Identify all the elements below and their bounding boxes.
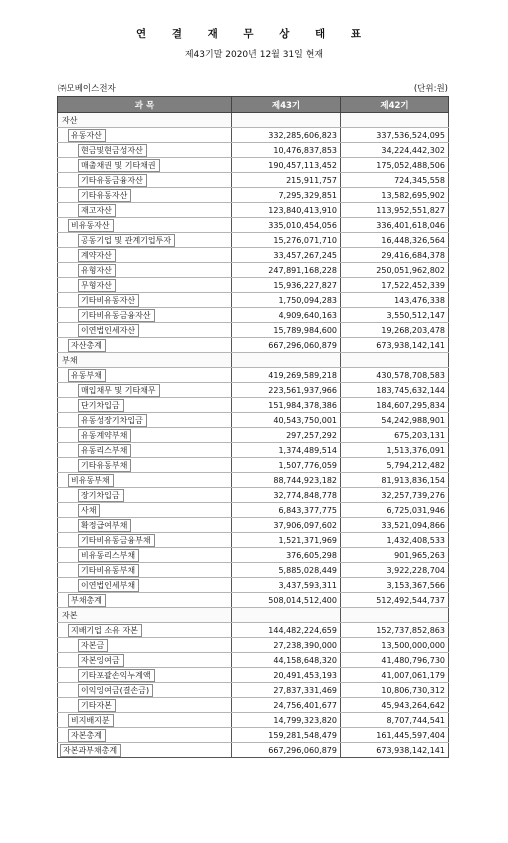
table-row: [58, 398, 449, 413]
table-row: [58, 173, 449, 188]
prior-period-amount: 143,476,338: [341, 293, 449, 308]
prior-period-amount: 113,952,551,827: [341, 203, 449, 218]
current-period-amount: 144,482,224,659: [232, 623, 341, 638]
account-name-cell: [58, 443, 232, 458]
prior-period-amount: 336,401,618,046: [341, 218, 449, 233]
prior-period-amount: 41,480,796,730: [341, 653, 449, 668]
current-period-amount: 190,457,113,452: [232, 158, 341, 173]
account-name-cell: [58, 593, 232, 608]
prior-period-amount: 675,203,131: [341, 428, 449, 443]
current-period-amount: 215,911,757: [232, 173, 341, 188]
prior-period-amount: 33,521,094,866: [341, 518, 449, 533]
table-row: [58, 293, 449, 308]
current-period-amount: 15,789,984,600: [232, 323, 341, 338]
account-name-cell: [58, 203, 232, 218]
account-name: 유동계약부채: [78, 429, 131, 442]
account-name: 기타유동금융자산: [78, 174, 147, 187]
prior-period-amount: 81,913,836,154: [341, 473, 449, 488]
table-row: [58, 683, 449, 698]
table-row: [58, 548, 449, 563]
account-name: 확정급여부채: [78, 519, 131, 532]
account-name-cell: [58, 143, 232, 158]
current-period-amount: 88,744,923,182: [232, 473, 341, 488]
prior-period-amount: 10,806,730,312: [341, 683, 449, 698]
prior-period-amount: [341, 608, 449, 623]
prior-period-amount: 430,578,708,583: [341, 368, 449, 383]
account-name: 비유동자산: [68, 219, 114, 232]
table-row: [58, 368, 449, 383]
current-period-amount: 419,269,589,218: [232, 368, 341, 383]
statement-period: 제43기말 2020년 12월 31일 현재: [184, 50, 324, 60]
current-period-amount: 20,491,453,193: [232, 668, 341, 683]
current-period-amount: 335,010,454,056: [232, 218, 341, 233]
account-name: 기타비유동부채: [78, 564, 139, 577]
table-row: [58, 563, 449, 578]
current-period-amount: 1,521,371,969: [232, 533, 341, 548]
prior-period-amount: 54,242,988,901: [341, 413, 449, 428]
table-row: [58, 143, 449, 158]
account-name: 유형자산: [78, 264, 116, 277]
account-name-cell: [58, 263, 232, 278]
current-period-amount: 15,276,071,710: [232, 233, 341, 248]
account-name-cell: [58, 503, 232, 518]
prior-period-amount: 3,922,228,704: [341, 563, 449, 578]
table-row: [58, 428, 449, 443]
account-name: 기타유동자산: [78, 189, 131, 202]
table-row: [58, 593, 449, 608]
table-row: [58, 698, 449, 713]
account-name-cell: [58, 638, 232, 653]
account-name: 이익잉여금(결손금): [78, 684, 153, 697]
account-name-cell: [58, 398, 232, 413]
current-period-amount: 223,561,937,966: [232, 383, 341, 398]
prior-period-amount: 1,513,376,091: [341, 443, 449, 458]
prior-period-amount: 34,224,442,302: [341, 143, 449, 158]
current-period-amount: 667,296,060,879: [232, 338, 341, 353]
current-period-amount: 1,507,776,059: [232, 458, 341, 473]
account-name: 자본잉여금: [78, 654, 124, 667]
prior-period-amount: 175,052,488,506: [341, 158, 449, 173]
current-period-amount: [232, 608, 341, 623]
account-name-cell: [58, 218, 232, 233]
current-period-amount: 159,281,548,479: [232, 728, 341, 743]
table-row: [58, 653, 449, 668]
current-period-amount: 33,457,267,245: [232, 248, 341, 263]
table-row: [58, 323, 449, 338]
account-name: 사채: [78, 504, 100, 517]
table-row: [58, 623, 449, 638]
account-name-cell: [58, 188, 232, 203]
account-name: 부채총계: [68, 594, 106, 607]
account-name: 지배기업 소유 자본: [68, 624, 142, 637]
prior-period-amount: [341, 353, 449, 368]
account-name: 현금및현금성자산: [78, 144, 147, 157]
account-name-cell: [58, 248, 232, 263]
account-name: 자본과부채총계: [60, 744, 121, 757]
account-name-cell: [58, 473, 232, 488]
prior-period-amount: 5,794,212,482: [341, 458, 449, 473]
account-name: 매입채무 및 기타채무: [78, 384, 160, 397]
account-name: 비유동부채: [68, 474, 114, 487]
account-name: 유동성장기차입금: [78, 414, 147, 427]
prior-period-amount: 6,725,031,946: [341, 503, 449, 518]
account-name: 기타비유동금융자산: [78, 309, 155, 322]
account-name: 기타비유동금융부채: [78, 534, 155, 547]
account-name-cell: [58, 713, 232, 728]
table-row: [58, 743, 449, 758]
account-name-cell: [58, 548, 232, 563]
prior-period-amount: 161,445,597,404: [341, 728, 449, 743]
table-row: [58, 473, 449, 488]
table-row: [58, 443, 449, 458]
account-name-cell: [58, 173, 232, 188]
prior-period-amount: 512,492,544,737: [341, 593, 449, 608]
account-name-cell: [58, 653, 232, 668]
account-name-cell: [58, 728, 232, 743]
account-name-cell: [58, 413, 232, 428]
prior-period-amount: 45,943,264,642: [341, 698, 449, 713]
current-period-amount: 24,756,401,677: [232, 698, 341, 713]
account-name: 기타자본: [78, 699, 116, 712]
prior-period-amount: 29,416,684,378: [341, 248, 449, 263]
account-name-cell: [58, 698, 232, 713]
prior-period-amount: 250,051,962,802: [341, 263, 449, 278]
table-row: [58, 128, 449, 143]
account-name-cell: [58, 458, 232, 473]
section-row: [58, 113, 449, 128]
account-name: 단기차입금: [78, 399, 124, 412]
table-row: [58, 458, 449, 473]
current-period-amount: 3,437,593,311: [232, 578, 341, 593]
current-period-amount: 37,906,097,602: [232, 518, 341, 533]
section-row: [58, 608, 449, 623]
current-period-amount: 27,837,331,469: [232, 683, 341, 698]
table-row: [58, 728, 449, 743]
current-period-amount: [232, 353, 341, 368]
table-row: [58, 158, 449, 173]
table-row: [58, 383, 449, 398]
prior-period-amount: 673,938,142,141: [341, 338, 449, 353]
current-period-amount: 1,750,094,283: [232, 293, 341, 308]
prior-period-amount: 1,432,408,533: [341, 533, 449, 548]
account-name-cell: [58, 563, 232, 578]
account-name-cell: [58, 278, 232, 293]
prior-period-amount: 19,268,203,478: [341, 323, 449, 338]
account-name: 자본: [62, 610, 78, 620]
prior-period-amount: 337,536,524,095: [341, 128, 449, 143]
current-period-amount: 32,774,848,778: [232, 488, 341, 503]
prior-period-amount: 152,737,852,863: [341, 623, 449, 638]
account-name-cell: [58, 383, 232, 398]
account-name: 자본금: [78, 639, 108, 652]
prior-period-amount: 901,965,263: [341, 548, 449, 563]
prior-period-amount: 183,745,632,144: [341, 383, 449, 398]
statement-title: 연 결 재 무 상 태 표: [136, 28, 372, 40]
account-name-cell: [58, 668, 232, 683]
account-name: 자산총계: [68, 339, 106, 352]
prior-period-amount: 17,522,452,339: [341, 278, 449, 293]
account-name: 매출채권 및 기타채권: [78, 159, 160, 172]
prior-period-amount: 13,500,000,000: [341, 638, 449, 653]
account-name-cell: [58, 518, 232, 533]
account-name-cell: [58, 353, 232, 368]
account-name-cell: [58, 623, 232, 638]
prior-period-amount: 3,153,367,566: [341, 578, 449, 593]
current-period-amount: 376,605,298: [232, 548, 341, 563]
prior-period-amount: 32,257,739,276: [341, 488, 449, 503]
table-body: [58, 113, 449, 758]
table-row: [58, 218, 449, 233]
table-row: [58, 248, 449, 263]
account-name-cell: [58, 743, 232, 758]
company-name: ㈜모베이스전자: [58, 84, 116, 94]
table-row: [58, 668, 449, 683]
balance-sheet-table: [57, 96, 449, 758]
table-row: [58, 518, 449, 533]
column-header-account: 과 목: [58, 97, 232, 113]
account-name: 기타유동부채: [78, 459, 131, 472]
account-name-cell: [58, 368, 232, 383]
current-period-amount: 40,543,750,001: [232, 413, 341, 428]
account-name-cell: [58, 533, 232, 548]
table-row: [58, 203, 449, 218]
table-row: [58, 308, 449, 323]
account-name: 이연법인세부채: [78, 579, 139, 592]
current-period-amount: 27,238,390,000: [232, 638, 341, 653]
current-period-amount: 508,014,512,400: [232, 593, 341, 608]
table-header-row: [58, 97, 449, 113]
prior-period-amount: 16,448,326,564: [341, 233, 449, 248]
account-name: 부채: [62, 355, 78, 365]
account-name: 유동리스부채: [78, 444, 131, 457]
prior-period-amount: 724,345,558: [341, 173, 449, 188]
account-name: 비유동리스부채: [78, 549, 139, 562]
current-period-amount: 4,909,640,163: [232, 308, 341, 323]
current-period-amount: 6,843,377,775: [232, 503, 341, 518]
current-period-amount: 297,257,292: [232, 428, 341, 443]
account-name: 공동기업 및 관계기업투자: [78, 234, 175, 247]
table-row: [58, 488, 449, 503]
account-name-cell: [58, 293, 232, 308]
table-row: [58, 533, 449, 548]
account-name-cell: [58, 578, 232, 593]
account-name-cell: [58, 683, 232, 698]
account-name-cell: [58, 308, 232, 323]
table-row: [58, 503, 449, 518]
prior-period-amount: 184,607,295,834: [341, 398, 449, 413]
account-name: 유동자산: [68, 129, 106, 142]
current-period-amount: 123,840,413,910: [232, 203, 341, 218]
account-name-cell: [58, 128, 232, 143]
column-header-prior-period: 제42기: [341, 97, 449, 113]
account-name: 재고자산: [78, 204, 116, 217]
prior-period-amount: 41,007,061,179: [341, 668, 449, 683]
table-row: [58, 413, 449, 428]
account-name: 계약자산: [78, 249, 116, 262]
current-period-amount: 151,984,378,386: [232, 398, 341, 413]
table-row: [58, 233, 449, 248]
column-header-current-period: 제43기: [232, 97, 341, 113]
account-name: 무형자산: [78, 279, 116, 292]
current-period-amount: 10,476,837,853: [232, 143, 341, 158]
current-period-amount: 667,296,060,879: [232, 743, 341, 758]
current-period-amount: [232, 113, 341, 128]
current-period-amount: 44,158,648,320: [232, 653, 341, 668]
table-row: [58, 278, 449, 293]
account-name-cell: [58, 338, 232, 353]
account-name: 이연법인세자산: [78, 324, 139, 337]
table-row: [58, 338, 449, 353]
account-name: 유동부채: [68, 369, 106, 382]
currency-unit: (단위:원): [413, 84, 448, 94]
prior-period-amount: [341, 113, 449, 128]
current-period-amount: 14,799,323,820: [232, 713, 341, 728]
account-name-cell: [58, 323, 232, 338]
current-period-amount: 15,936,227,827: [232, 278, 341, 293]
table-row: [58, 713, 449, 728]
account-name-cell: [58, 428, 232, 443]
account-name: 자본총계: [68, 729, 106, 742]
current-period-amount: 5,885,028,449: [232, 563, 341, 578]
section-row: [58, 353, 449, 368]
current-period-amount: 1,374,489,514: [232, 443, 341, 458]
current-period-amount: 247,891,168,228: [232, 263, 341, 278]
table-row: [58, 578, 449, 593]
current-period-amount: 332,285,606,823: [232, 128, 341, 143]
table-row: [58, 263, 449, 278]
table-row: [58, 188, 449, 203]
account-name: 장기차입금: [78, 489, 124, 502]
account-name-cell: [58, 233, 232, 248]
account-name: 기타포괄손익누계액: [78, 669, 155, 682]
prior-period-amount: 13,582,695,902: [341, 188, 449, 203]
account-name: 비지배지분: [68, 714, 114, 727]
current-period-amount: 7,295,329,851: [232, 188, 341, 203]
prior-period-amount: 3,550,512,147: [341, 308, 449, 323]
account-name-cell: [58, 608, 232, 623]
account-name: 자산: [62, 115, 78, 125]
account-name-cell: [58, 158, 232, 173]
table-row: [58, 638, 449, 653]
account-name: 기타비유동자산: [78, 294, 139, 307]
prior-period-amount: 673,938,142,141: [341, 743, 449, 758]
prior-period-amount: 8,707,744,541: [341, 713, 449, 728]
account-name-cell: [58, 488, 232, 503]
account-name-cell: [58, 113, 232, 128]
